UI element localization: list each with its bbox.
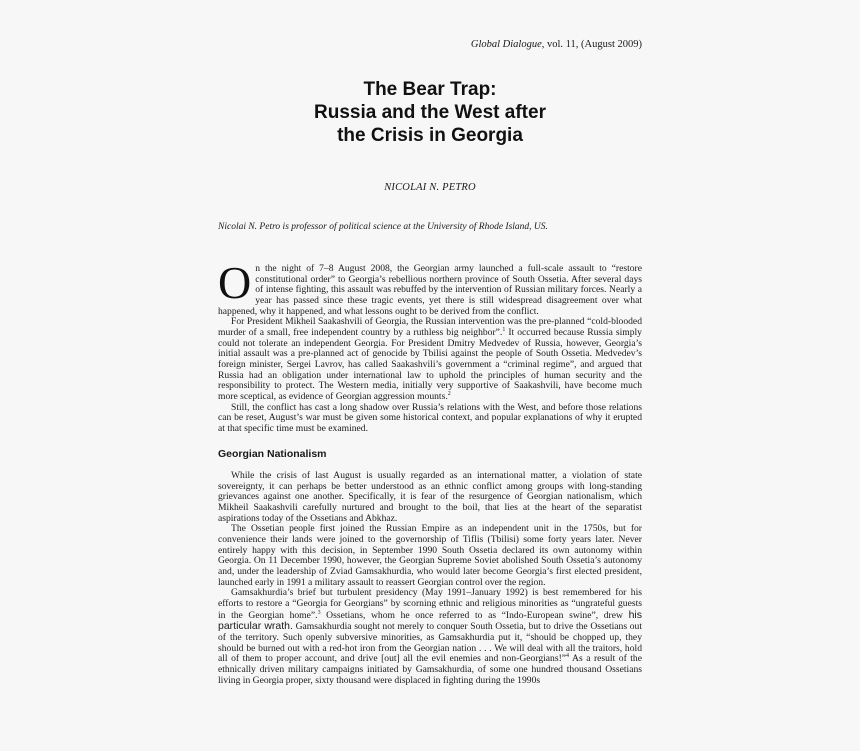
section-heading: Georgian Nationalism xyxy=(218,447,327,460)
intro-paragraph-2 xyxy=(218,317,642,402)
paragraph-text: n the night of 7–8 August 2008, the Georgian army launched a full-scale assault to “restore constitutional order” to Georgia’s rebellious northern province of South Ossetia. After several days of intense fighting, this assault was rebuffed by the intervention of Russian military forces. Nearly a year has passed since these tragic events, yet there is still widespread disagreement over what happened, why it happened, and what lessons ought to be derived from the conflict. xyxy=(218,263,642,317)
footnote-ref-3[interactable]: 3 xyxy=(317,609,321,616)
journal-name: Global Dialogue xyxy=(470,39,542,50)
running-head xyxy=(471,39,642,50)
journal-issue: , vol. 11, (August 2009) xyxy=(541,39,642,50)
drop-cap: O xyxy=(218,257,252,308)
paragraph-text: Ossetians, whom he once referred to as “Indo-European swine”, drew xyxy=(320,609,629,621)
author-affiliation: Nicolai N. Petro is professor of political science at the University of Rhode Island, US. xyxy=(218,222,548,232)
paragraph-text-sans: his particular wrath. xyxy=(218,608,643,633)
article-body xyxy=(218,257,643,686)
paragraph-text: For President Mikheil Saakashvili of Georgia, the Russian intervention was the pre-planned “cold-blooded murder of a small, free independent country by a ruthless big neighbor”. xyxy=(218,316,642,338)
section-paragraph-2: The Ossetian people first joined the Russian Empire as an independent unit in the 1750s, but for convenience their lands were joined to the governorship of Tiflis (Tbilisi) some forty years later. Never entirely happy with this decision, in September 1990 South Ossetia declared its own autonomy within Georgia. On 11 December 1990, however, the Georgian Supreme Soviet abolished South Ossetia’s autonomy and, under the leadership of Zviad Gamsakhurdia, who would later become Georgia’s first elected president, launched early in 1991 a military assault to reassert Georgian control over the region. xyxy=(218,523,642,588)
intro-paragraph-3: Still, the conflict has cast a long shadow over Russia’s relations with the West, and before those relations can be reset, August’s war must be given some historical context, and popular explanations of why it erupted at that specific time must be examined. xyxy=(218,401,642,434)
section-paragraph-3 xyxy=(218,588,642,686)
footnote-ref-4[interactable]: 4 xyxy=(566,653,570,660)
intro-paragraph-1 xyxy=(218,257,642,317)
paragraph-text: Gamsakhurdia’s brief but turbulent presidency (May 1991–January 1992) is best remembered for his efforts to restore a “Georgia for Georgians” by scorning ethnic and religious minorities as “ungrateful guests in the Georgian home”. xyxy=(218,587,642,621)
article-title xyxy=(218,78,642,147)
footnote-ref-1[interactable]: 1 xyxy=(502,326,506,333)
title-line-1: The Bear Trap: xyxy=(363,79,497,100)
footnote-ref-2[interactable]: 2 xyxy=(447,390,451,397)
author-name: NICOLAI N. PETRO xyxy=(384,182,476,193)
title-line-3: the Crisis in Georgia xyxy=(337,125,523,146)
paragraph-text: It occurred because Russia simply could not tolerate an independent Georgia. For President Dmitry Medvedev of Russia, however, Georgia’s initial assault was a pre-planned act of genocide by Tbilisi against the people of South Ossetia. Medvedev’s foreign minister, Sergei Lavrov, has called Saakashvili’s government a “criminal regime”, and argued that Russia had an obligation under international law to uphold the principles of human security and the responsibility to protect. The Western media, initially very supportive of Saakashvili, have become much more sceptical, as evidence of Georgian aggression mounts. xyxy=(218,326,642,402)
title-line-2: Russia and the West after xyxy=(314,102,546,123)
paragraph-text: As a result of the ethnically driven military campaigns initiated by Gamsakhurdia, of some one hundred thousand Ossetians living in Georgia proper, sixty thousand were displaced in fighting during the 1990s xyxy=(218,653,642,686)
section-paragraph-1: While the crisis of last August is usually regarded as an international matter, a violation of state sovereignty, it can perhaps be better understood as an ethnic conflict among groups with long-standing grievances against one another. Specifically, it is fear of the resurgence of Georgian nationalism, which Mikheil Saakashvili carefully nurtured and brought to the boil, that lies at the heart of the separatist aspirations today of the Ossetians and Abkhaz. xyxy=(218,470,642,524)
paragraph-text: Gamsakhurdia sought not merely to conquer South Ossetia, but to drive the Ossetians out of the territory. Such openly subversive minorities, as Gamsakhurdia put it, “should be chopped up, they should be burned out with a red-hot iron from the Georgian nation . . . We will deal with all the traitors, hold all of them to proper account, and drive [out] all the evil enemies and non-Georgians!” xyxy=(218,621,642,665)
